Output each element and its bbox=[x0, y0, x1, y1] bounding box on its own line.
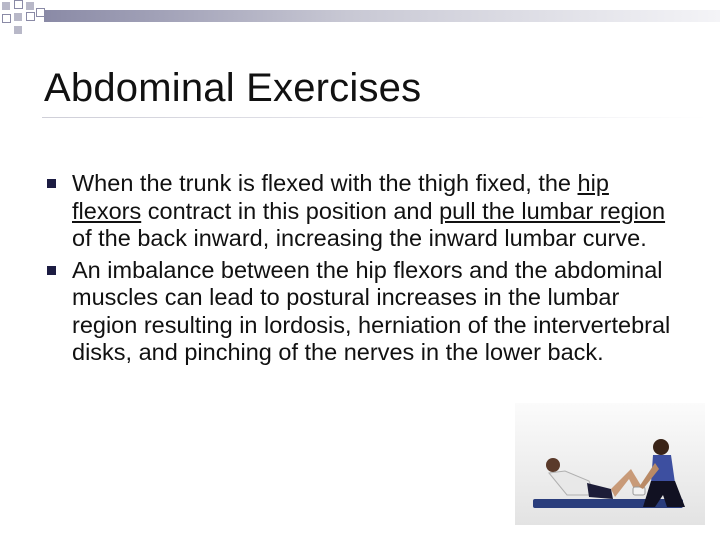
decor-square bbox=[2, 2, 10, 10]
bullet-item bbox=[44, 170, 684, 253]
bullet-square-icon bbox=[47, 179, 56, 188]
bullet-text bbox=[72, 170, 684, 253]
decor-square bbox=[14, 13, 22, 21]
bullet-text bbox=[72, 257, 684, 367]
sit-up-exercise-photo bbox=[515, 403, 705, 525]
decor-square bbox=[14, 0, 23, 9]
exercise-mat bbox=[533, 499, 683, 508]
underlined-term: hip flexors bbox=[72, 170, 609, 224]
bullet-list bbox=[44, 170, 684, 371]
bullet-text-segment: An imbalance between the hip flexors and the abdominal muscles can lead to postural increases in the lumbar region resulting in lordosis, herniation of the intervertebral disks, and pinching of the nerves in the lower back. bbox=[72, 256, 671, 365]
slide-title: Abdominal Exercises bbox=[44, 66, 422, 110]
exerciser-head bbox=[546, 458, 560, 472]
slide-header-decoration bbox=[0, 0, 720, 48]
bullet-text-segment: of the back inward, increasing the inward lumbar curve. bbox=[72, 225, 647, 251]
bullet-text-segment: When the trunk is flexed with the thigh fixed, the bbox=[72, 170, 578, 196]
decor-square bbox=[2, 14, 11, 23]
header-gradient-band bbox=[44, 10, 720, 22]
exerciser-shirt bbox=[549, 471, 595, 495]
title-divider bbox=[42, 117, 707, 118]
decor-square bbox=[26, 12, 35, 21]
bullet-text-segment: contract in this position and bbox=[141, 197, 440, 224]
underlined-term: pull the lumbar region bbox=[439, 197, 666, 224]
decor-square bbox=[26, 2, 34, 10]
bullet-item bbox=[44, 257, 684, 367]
bullet-square-icon bbox=[47, 266, 56, 275]
partner-head bbox=[653, 439, 669, 455]
photo-illustration bbox=[515, 403, 705, 525]
decor-square bbox=[14, 26, 22, 34]
exerciser-shorts bbox=[587, 483, 613, 499]
